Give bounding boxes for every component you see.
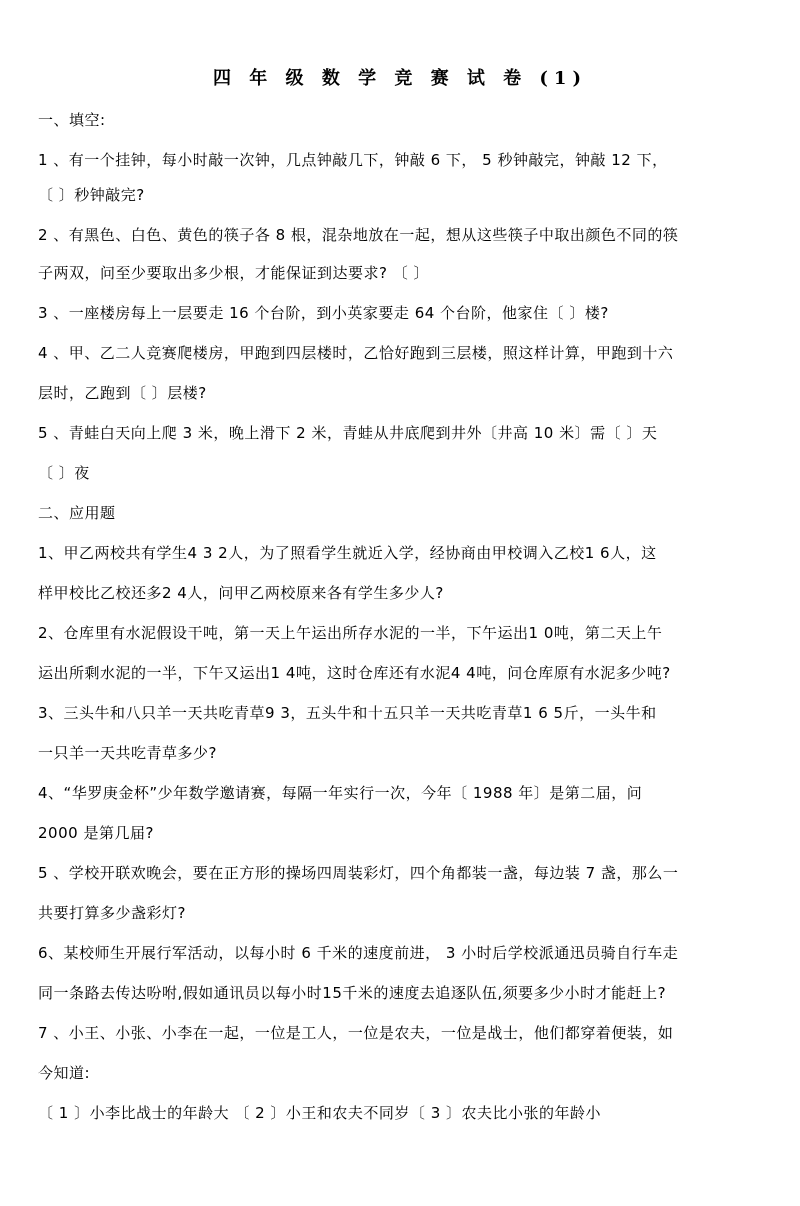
question-line: 〔 〕秒钟敲完? (38, 186, 145, 204)
question-line: 同一条路去传达吩咐,假如通讯员以每小时15千米的速度去追逐队伍,须要多少小时才能赶上? (38, 984, 667, 1002)
section-heading-applied: 二、应用题 (38, 504, 116, 522)
question-line: 今知道: (38, 1064, 91, 1082)
question-line: 4、“华罗庚金杯”少年数学邀请赛，每隔一年实行一次，今年〔 1988 年〕是第二届，问 (38, 784, 643, 802)
section-heading-fill-in: 一、填空: (38, 111, 106, 129)
page-title: 四 年 级 数 学 竞 赛 试 卷 (1) (213, 68, 587, 89)
question-line: 3 、一座楼房每上一层要走 16 个台阶，到小英家要走 64 个台阶，他家住〔 〕楼? (38, 304, 609, 322)
question-line: 5 、青蛙白天向上爬 3 米，晚上滑下 2 米，青蛙从井底爬到井外〔井高 10 米〕需〔 〕天 (38, 424, 658, 442)
question-line: 6、某校师生开展行军活动，以每小时 6 千米的速度前进， 3 小时后学校派通迅员骑自行车走 (38, 944, 679, 962)
question-line: 2000 是第几届? (38, 824, 154, 842)
question-line: 运出所剩水泥的一半，下午又运出1 4吨，这时仓库还有水泥4 4吨，问仓库原有水泥多少吨? (38, 664, 671, 682)
question-line: 1、甲乙两校共有学生4 3 2人，为了照看学生就近入学，经协商由甲校调入乙校1 6人，这 (38, 544, 657, 562)
question-line: 3、三头牛和八只羊一天共吃青草9 3，五头牛和十五只羊一天共吃青草1 6 5斤，一头牛和 (38, 704, 657, 722)
question-line: 〔 〕夜 (38, 464, 90, 482)
question-line: 共要打算多少盏彩灯? (38, 904, 186, 922)
question-line: 5 、学校开联欢晚会，要在正方形的操场四周装彩灯，四个角都装一盏，每边装 7 盏，那么一 (38, 864, 679, 882)
question-line: 7 、小王、小张、小李在一起，一位是工人，一位是农夫，一位是战士，他们都穿着便装，如 (38, 1024, 674, 1042)
question-line: 层时，乙跑到〔 〕层楼? (38, 384, 207, 402)
question-line: 4 、甲、乙二人竞赛爬楼房，甲跑到四层楼时，乙恰好跑到三层楼，照这样计算，甲跑到十六 (38, 344, 674, 362)
question-line: 1 、有一个挂钟，每小时敲一次钟，几点钟敲几下，钟敲 6 下， 5 秒钟敲完，钟敲 12 下， (38, 151, 668, 169)
question-line: 子两双，问至少要取出多少根，才能保证到达要求? 〔 〕 (38, 264, 430, 282)
question-line: 一只羊一天共吃青草多少? (38, 744, 217, 762)
question-line: 2、仓库里有水泥假设干吨，第一天上午运出所存水泥的一半，下午运出1 0吨，第二天上午 (38, 624, 663, 642)
question-line: 〔 1 〕小李比战士的年龄大 〔 2 〕小王和农夫不同岁〔 3 〕农夫比小张的年龄小 (38, 1104, 602, 1122)
question-line: 2 、有黑色、白色、黄色的筷子各 8 根，混杂地放在一起，想从这些筷子中取出颜色不同的筷 (38, 226, 679, 244)
question-line: 样甲校比乙校还多2 4人，问甲乙两校原来各有学生多少人? (38, 584, 444, 602)
